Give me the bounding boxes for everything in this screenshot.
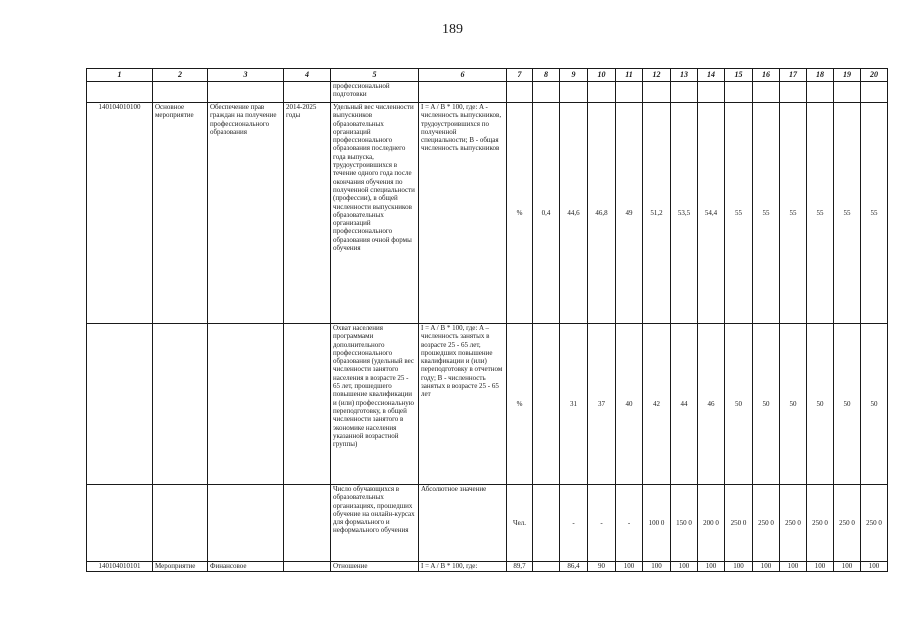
value-cell: 40 <box>616 324 643 485</box>
value-cell: 250 0 <box>861 485 888 562</box>
header-cell: 12 <box>643 69 671 82</box>
name-cell <box>208 485 284 562</box>
code-cell: 140104010100 <box>87 103 153 324</box>
value-cell <box>753 82 780 103</box>
formula-cell: I = A / B * 100, где: A – численность занятых в возрасте 25 - 65 лет, прошедших повышение квалификации и (или) переподготовку в отчетном году; B - численность занятых в возрасте 25 - 65 лет <box>419 324 507 485</box>
value-cell: 50 <box>807 324 834 485</box>
value-cell <box>560 82 588 103</box>
name-cell: Обеспечение прав граждан на получение профессионального образования <box>208 103 284 324</box>
value-cell: 100 <box>671 562 698 572</box>
indicator-cell: профессиональной подготовки <box>331 82 419 103</box>
value-cell: 46,8 <box>588 103 616 324</box>
type-cell: Основное мероприятие <box>153 103 208 324</box>
value-cell: - <box>588 485 616 562</box>
value-cell <box>861 82 888 103</box>
value-cell: 100 <box>834 562 861 572</box>
unit-cell <box>507 82 533 103</box>
value-cell: 49 <box>616 103 643 324</box>
table-row <box>87 485 888 562</box>
indicator-cell: Охват населения программами дополнительного профессионального образования (удельный вес численности занятого населения в возрасте 25 - 65 лет, прошедшего повышение квалификации и (или) профессиональную переподготовку, в общей численности занятого в экономике населения указанной возрастной группы) <box>331 324 419 485</box>
header-cell: 13 <box>671 69 698 82</box>
type-cell <box>153 485 208 562</box>
value-cell: 50 <box>861 324 888 485</box>
value-cell: 55 <box>807 103 834 324</box>
value-cell: 50 <box>780 324 807 485</box>
formula-cell: I = A / B * 100, где: A - численность выпускников, трудоустроившихся по полученной специальности; B - общая численность выпускников <box>419 103 507 324</box>
header-cell: 5 <box>331 69 419 82</box>
value-cell: 53,5 <box>671 103 698 324</box>
value-cell <box>698 82 725 103</box>
period-cell <box>284 324 331 485</box>
indicator-table <box>86 68 888 572</box>
value-cell <box>780 82 807 103</box>
header-cell: 15 <box>725 69 753 82</box>
value-cell: 100 0 <box>643 485 671 562</box>
indicator-cell: Число обучающихся в образовательных организациях, прошедших обучение на онлайн-курсах для формального и неформального обучения <box>331 485 419 562</box>
code-cell <box>87 82 153 103</box>
value-cell <box>671 82 698 103</box>
value-cell: 100 <box>616 562 643 572</box>
value-cell <box>533 82 560 103</box>
value-cell: 31 <box>560 324 588 485</box>
type-cell: Мероприятие <box>153 562 208 572</box>
value-cell: 50 <box>725 324 753 485</box>
value-cell: 200 0 <box>698 485 725 562</box>
period-cell <box>284 562 331 572</box>
header-cell: 9 <box>560 69 588 82</box>
value-cell <box>834 82 861 103</box>
value-cell: 55 <box>753 103 780 324</box>
table-header-row <box>87 69 888 82</box>
unit-cell: % <box>507 103 533 324</box>
table-row <box>87 324 888 485</box>
code-cell <box>87 485 153 562</box>
value-cell: 44 <box>671 324 698 485</box>
period-cell <box>284 485 331 562</box>
value-cell: 90 <box>588 562 616 572</box>
value-cell: 250 0 <box>753 485 780 562</box>
header-cell: 17 <box>780 69 807 82</box>
value-cell <box>807 82 834 103</box>
value-cell: 250 0 <box>834 485 861 562</box>
value-cell <box>588 82 616 103</box>
indicator-cell: Отношение <box>331 562 419 572</box>
value-cell: 100 <box>725 562 753 572</box>
value-cell: 50 <box>753 324 780 485</box>
header-cell: 20 <box>861 69 888 82</box>
value-cell: 55 <box>861 103 888 324</box>
header-cell: 2 <box>153 69 208 82</box>
value-cell: 55 <box>725 103 753 324</box>
value-cell: 150 0 <box>671 485 698 562</box>
page-number: 189 <box>442 22 463 37</box>
header-cell: 11 <box>616 69 643 82</box>
header-cell: 19 <box>834 69 861 82</box>
header-cell: 14 <box>698 69 725 82</box>
unit-cell: Чел. <box>507 485 533 562</box>
indicator-cell: Удельный вес численности выпускников образовательных организаций профессионального образования последнего года выпуска, трудоустроившихся в течение одного года после окончания обучения по полученной специальности (профессии), в общей численности выпускников образовательных организаций профессионального образования очной формы обучения <box>331 103 419 324</box>
header-cell: 18 <box>807 69 834 82</box>
table-row <box>87 562 888 572</box>
value-cell: 55 <box>780 103 807 324</box>
value-cell: 37 <box>588 324 616 485</box>
formula-cell: I = A / B * 100, где: <box>419 562 507 572</box>
type-cell <box>153 324 208 485</box>
code-cell <box>87 324 153 485</box>
header-cell: 4 <box>284 69 331 82</box>
value-cell: 250 0 <box>725 485 753 562</box>
value-cell: 55 <box>834 103 861 324</box>
value-cell: 46 <box>698 324 725 485</box>
name-cell <box>208 324 284 485</box>
value-cell: 100 <box>698 562 725 572</box>
header-cell: 6 <box>419 69 507 82</box>
value-cell: 54,4 <box>698 103 725 324</box>
value-cell: 44,6 <box>560 103 588 324</box>
type-cell <box>153 82 208 103</box>
value-cell: - <box>616 485 643 562</box>
value-cell: - <box>560 485 588 562</box>
value-cell: 42 <box>643 324 671 485</box>
period-cell <box>284 82 331 103</box>
value-cell: 100 <box>861 562 888 572</box>
header-cell: 7 <box>507 69 533 82</box>
header-cell: 1 <box>87 69 153 82</box>
value-cell: 250 0 <box>780 485 807 562</box>
value-cell <box>616 82 643 103</box>
value-cell <box>643 82 671 103</box>
value-cell: 50 <box>834 324 861 485</box>
value-cell <box>725 82 753 103</box>
name-cell <box>208 82 284 103</box>
name-cell: Финансовое <box>208 562 284 572</box>
value-cell <box>533 324 560 485</box>
value-cell <box>533 485 560 562</box>
table-row <box>87 82 888 103</box>
header-cell: 10 <box>588 69 616 82</box>
value-cell: 100 <box>753 562 780 572</box>
period-cell: 2014-2025 годы <box>284 103 331 324</box>
table-row <box>87 103 888 324</box>
value-cell: 51,2 <box>643 103 671 324</box>
formula-cell <box>419 82 507 103</box>
value-cell <box>533 562 560 572</box>
unit-cell: % <box>507 324 533 485</box>
header-cell: 3 <box>208 69 284 82</box>
header-cell: 16 <box>753 69 780 82</box>
unit-cell: 89,7 <box>507 562 533 572</box>
value-cell: 100 <box>807 562 834 572</box>
value-cell: 100 <box>780 562 807 572</box>
value-cell: 250 0 <box>807 485 834 562</box>
value-cell: 100 <box>643 562 671 572</box>
code-cell: 140104010101 <box>87 562 153 572</box>
value-cell: 86,4 <box>560 562 588 572</box>
formula-cell: Абсолютное значение <box>419 485 507 562</box>
value-cell: 0,4 <box>533 103 560 324</box>
header-cell: 8 <box>533 69 560 82</box>
